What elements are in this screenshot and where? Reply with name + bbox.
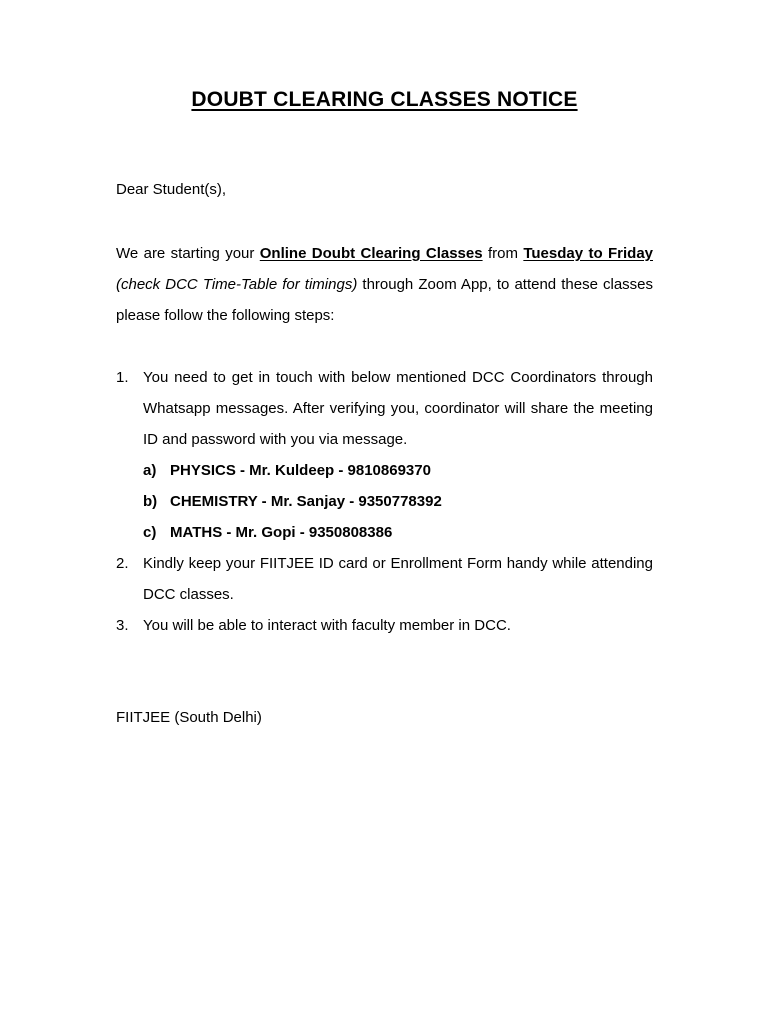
intro-text-from: from — [482, 245, 524, 262]
coordinator-text: CHEMISTRY - Mr. Sanjay - 9350778392 — [170, 493, 442, 510]
coordinator-maths — [143, 517, 653, 548]
sub-letter: a) — [143, 462, 157, 479]
step-text: You need to get in touch with below mentioned DCC Coordinators through Whatsapp messages. After verifying you, coordinator will share the meeting ID and password with you via message. — [143, 369, 653, 448]
step-number: 1. — [116, 369, 129, 386]
intro-paragraph — [116, 238, 653, 331]
step-item-1 — [116, 362, 653, 548]
signature: FIITJEE (South Delhi) — [116, 709, 262, 726]
coordinator-text: MATHS - Mr. Gopi - 9350808386 — [170, 524, 393, 541]
coordinator-chemistry — [143, 486, 653, 517]
step-number: 3. — [116, 617, 129, 634]
coordinator-text: PHYSICS - Mr. Kuldeep - 9810869370 — [170, 462, 431, 479]
coordinator-physics — [143, 455, 653, 486]
page-title: DOUBT CLEARING CLASSES NOTICE — [191, 88, 578, 111]
sub-letter: b) — [143, 493, 158, 510]
intro-text-end: through Zoom App, to attend these classes please follow the following steps: — [116, 276, 654, 324]
intro-text-start: We are starting your — [116, 245, 260, 262]
coordinator-list — [143, 455, 653, 548]
greeting: Dear Student(s), — [116, 181, 227, 198]
step-text: Kindly keep your FIITJEE ID card or Enrollment Form handy while attending DCC classes. — [143, 555, 653, 603]
timetable-note: (check DCC Time-Table for timings) — [116, 276, 358, 293]
step-text: You will be able to interact with faculty member in DCC. — [143, 617, 511, 634]
step-item-2 — [116, 548, 653, 610]
steps-list — [116, 362, 653, 641]
online-classes-emphasis: Online Doubt Clearing Classes — [259, 245, 483, 262]
step-number: 2. — [116, 555, 129, 572]
days-emphasis: Tuesday to Friday — [523, 245, 653, 262]
step-item-3 — [116, 610, 653, 641]
sub-letter: c) — [143, 524, 157, 541]
